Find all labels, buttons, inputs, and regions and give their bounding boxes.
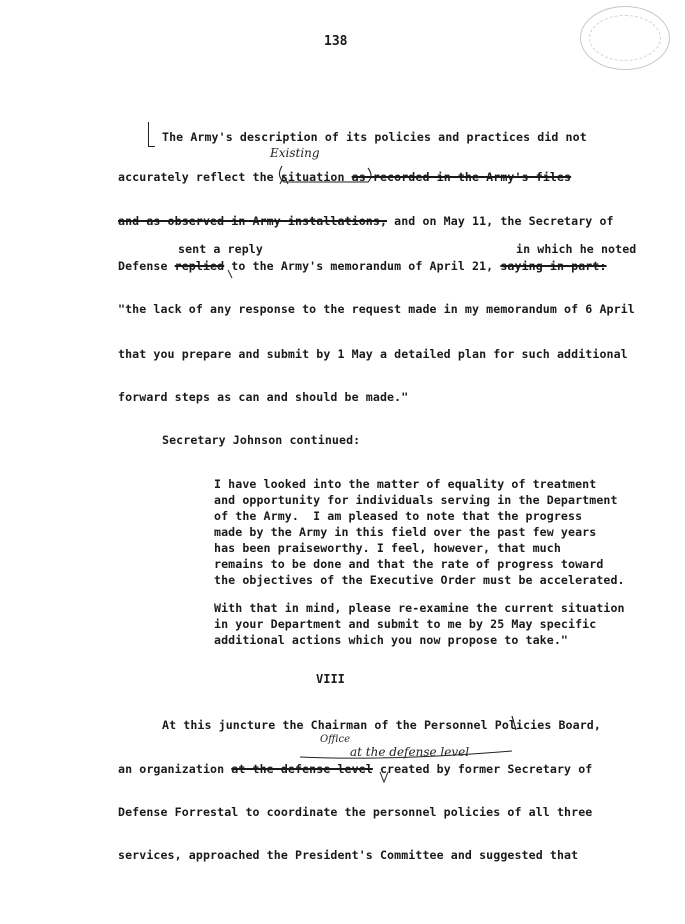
para1-line5: "the lack of any response to the request made in my memorandum of 6 April — [118, 302, 635, 316]
quote-line: remains to be done and that the rate of progress toward — [214, 557, 604, 571]
quote-line: in your Department and submit to me by 25 May specific — [214, 617, 597, 631]
para1-line6: that you prepare and submit by 1 May a detailed plan for such additional — [118, 347, 628, 361]
para1-line7: forward steps as can and should be made." — [118, 390, 409, 404]
para3-line1: At this juncture the Chairman of the Personnel Policies Board, — [162, 718, 601, 732]
archive-stamp — [580, 6, 670, 70]
para1-line3-struck: and as observed in Army installations, — [118, 214, 388, 228]
para1-line4-a: Defense — [118, 259, 175, 273]
quote-line: I have looked into the matter of equality of treatment — [214, 477, 597, 491]
para1-line4-struck1: replied — [174, 259, 225, 273]
para3-line2-c: created by former Secretary of — [372, 762, 593, 776]
para1-line3-b: and on May 11, the Secretary of — [387, 214, 614, 228]
quote-line: With that in mind, please re-examine the current situation — [214, 601, 625, 615]
para1-insert-b: in which he noted — [516, 242, 637, 256]
handwritten-office: Office — [320, 734, 350, 745]
para3-line2-a: an organization — [118, 762, 232, 776]
handwritten-existing: Existing — [270, 146, 320, 160]
quote-line: of the Army. I am pleased to note that the progress — [214, 509, 583, 523]
quote-line: has been praiseworthy. I feel, however, that much — [214, 541, 561, 555]
quote-line: made by the Army in this field over the past few years — [214, 525, 597, 539]
para1-line4 — [118, 259, 607, 273]
para1-insert-a: sent a reply — [178, 242, 263, 256]
para3-line2 — [118, 762, 592, 776]
para3-line3: Defense Forrestal to coordinate the personnel policies of all three — [118, 805, 593, 819]
para2-intro: Secretary Johnson continued: — [162, 433, 361, 447]
para1-line2 — [118, 170, 571, 184]
para1-line4-struck2: saying in part: — [500, 259, 607, 273]
para1-line4-c: to the Army's memorandum of April 21, — [224, 259, 501, 273]
para1-line1: The Army's description of its policies and practices did not — [162, 130, 587, 144]
quote-line: and opportunity for individuals serving in the Department — [214, 493, 618, 507]
para1-line2-struck: as recorded in the Army's files — [351, 170, 572, 184]
section-heading: VIII — [316, 672, 345, 686]
para1-line2-situation: situation — [280, 170, 352, 184]
quote-line: the objectives of the Executive Order must be accelerated. — [214, 573, 625, 587]
para1-line3 — [118, 214, 614, 228]
paragraph-bracket-mark — [148, 122, 155, 147]
handwritten-at-defense-level: at the defense level — [350, 745, 470, 759]
para3-line4: services, approached the President's Committee and suggested that — [118, 848, 579, 862]
para3-line2-struck: at the defense level — [231, 762, 373, 776]
para1-line2-a: accurately reflect the — [118, 170, 281, 184]
page-number: 138 — [324, 34, 348, 49]
quote-line: additional actions which you now propose to take." — [214, 633, 569, 647]
